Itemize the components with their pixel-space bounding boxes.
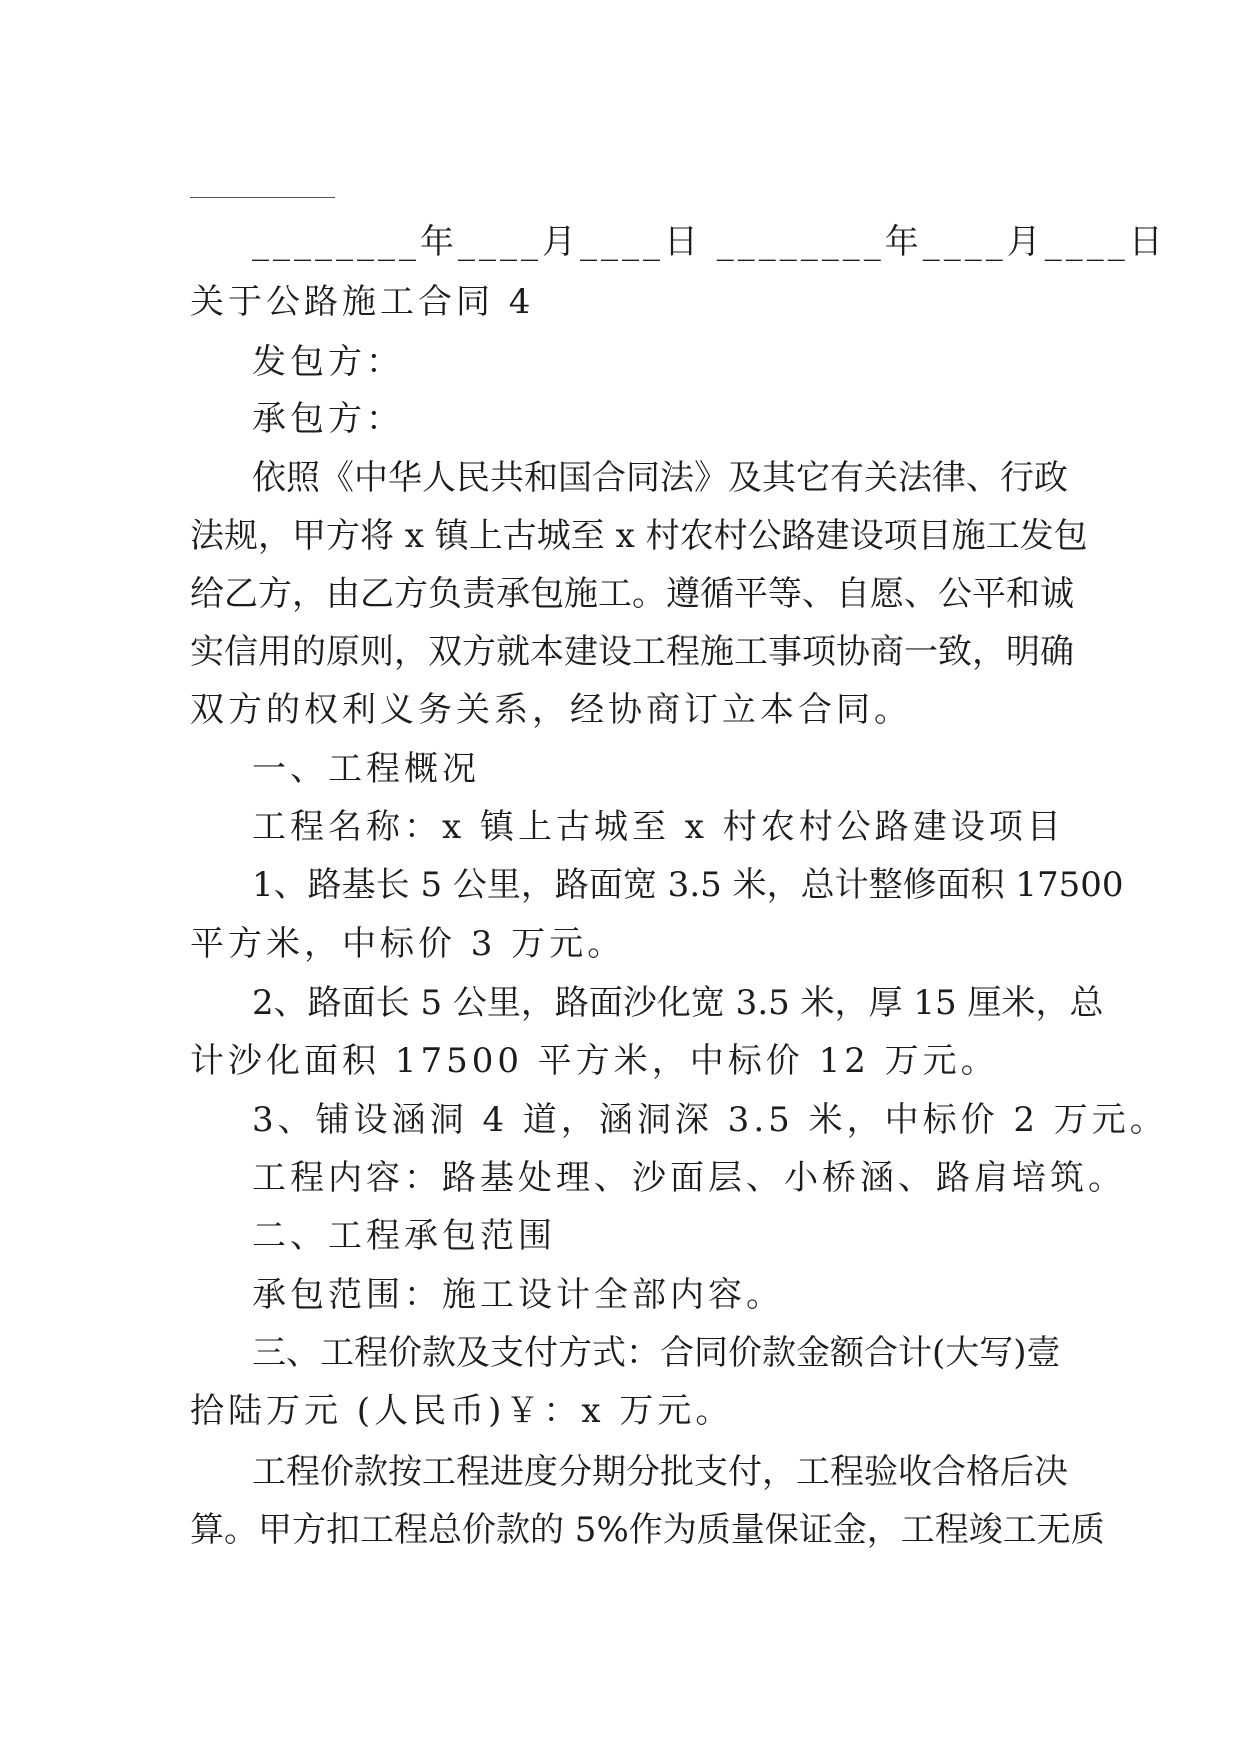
intro-line-5: 双方的权利义务关系，经协商订立本合同。 bbox=[190, 690, 912, 730]
intro-line-2: 法规，甲方将 x 镇上古城至 x 村农村公路建设项目施工发包 bbox=[190, 516, 1088, 556]
intro-line-1: 依照《中华人民共和国合同法》及其它有关法律、行政 bbox=[252, 458, 1068, 498]
party-b-label: 承包方： bbox=[252, 399, 404, 439]
project-name: 工程名称：x 镇上古城至 x 村农村公路建设项目 bbox=[252, 807, 1065, 847]
item-2-line-2: 计沙化面积 17500 平方米，中标价 12 万元。 bbox=[190, 1041, 999, 1081]
intro-line-3: 给乙方，由乙方负责承包施工。遵循平等、自愿、公平和诚 bbox=[190, 574, 1074, 614]
section-3-line-2: 拾陆万元 (人民币)￥：x 万元。 bbox=[190, 1391, 734, 1431]
work-content: 工程内容：路基处理、沙面层、小桥涵、路肩培筑。 bbox=[252, 1158, 1126, 1198]
scope: 承包范围：施工设计全部内容。 bbox=[252, 1275, 784, 1315]
signature-blank-line bbox=[190, 197, 335, 198]
intro-line-4: 实信用的原则，双方就本建设工程施工事项协商一致，明确 bbox=[190, 632, 1074, 672]
item-1-line-2: 平方米，中标价 3 万元。 bbox=[190, 924, 626, 964]
section-1-heading: 一、工程概况 bbox=[252, 749, 480, 789]
section-3-line-1: 三、工程价款及支付方式：合同价款金额合计(大写)壹 bbox=[252, 1333, 1061, 1373]
payment-line-2: 算。甲方扣工程总价款的 5%作为质量保证金，工程竣工无质 bbox=[190, 1510, 1105, 1550]
document-title: 关于公路施工合同 4 bbox=[190, 282, 535, 322]
payment-line-1: 工程价款按工程进度分期分批支付，工程验收合格后决 bbox=[252, 1452, 1068, 1492]
section-2-heading: 二、工程承包范围 bbox=[252, 1216, 556, 1256]
item-3: 3、铺设涵洞 4 道，涵洞深 3.5 米，中标价 2 万元。 bbox=[252, 1100, 1168, 1140]
party-a-label: 发包方： bbox=[252, 342, 404, 382]
item-1-line-1: 1、路基长 5 公里，路面宽 3.5 米，总计整修面积 17500 bbox=[252, 865, 1124, 905]
item-2-line-1: 2、路面长 5 公里，路面沙化宽 3.5 米，厚 15 厘米，总 bbox=[252, 983, 1104, 1023]
date-line: ________年____月____日 ________年____月____日 bbox=[252, 222, 1167, 262]
